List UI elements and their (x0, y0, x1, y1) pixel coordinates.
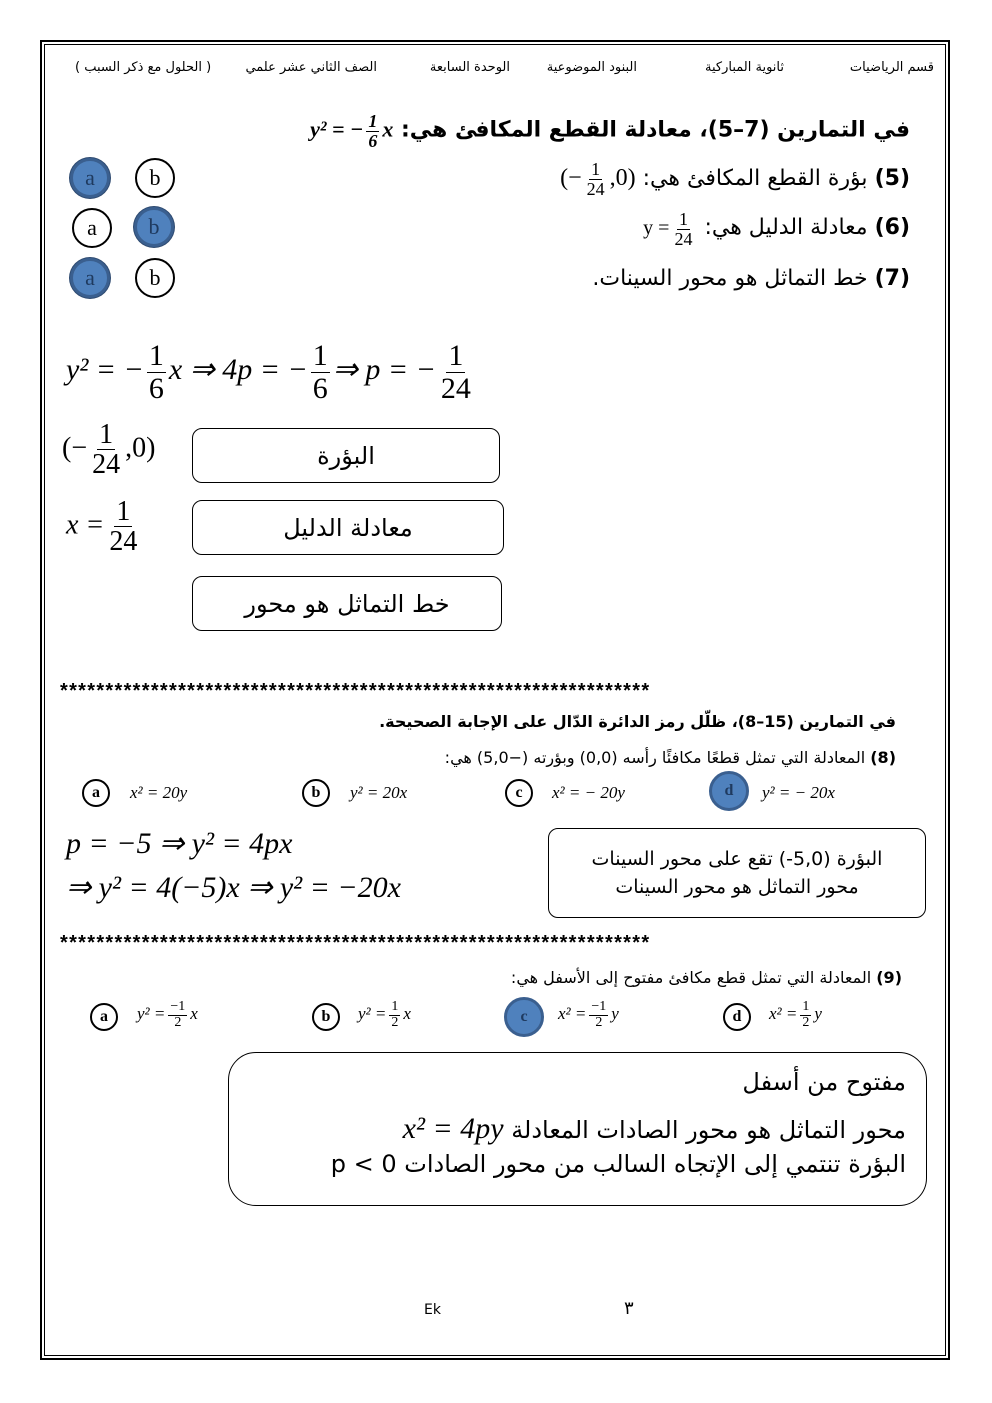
header-section: البنود الموضوعية (546, 60, 637, 75)
header-note: ( الحلول مع ذكر السبب ) (75, 60, 212, 75)
q9-choice-a[interactable]: a (90, 1003, 118, 1031)
solution-8-box-line2: محور التماثل هو محور السينات (615, 876, 859, 898)
q5-focus: (− $\frac{1}{24}$ ,0) (560, 159, 636, 199)
header-grade: الصف الثاني عشر علمي (245, 60, 377, 75)
q9-option-c-expr: x² = $\frac{-1}{2}$ y (558, 999, 619, 1030)
q8-choice-c[interactable]: c (505, 779, 533, 807)
solution-9-line1: مفتوح من أسفل (742, 1068, 906, 1096)
solution-9-line2: محور التماثل هو محور الصادات المعادلة x² = 4py (402, 1112, 906, 1145)
question-8: (8) المعادلة التي تمثل قطعًا مكافئًا رأسه (0,0) وبؤرته (−5,0) هي: (444, 748, 896, 767)
q5-choice-b[interactable]: b (135, 158, 175, 198)
q7-choice-b[interactable]: b (135, 258, 175, 298)
q8-choice-a[interactable]: a (82, 779, 110, 807)
header-school: ثانوية المباركية (705, 60, 784, 75)
page-number: ٣ (624, 1298, 634, 1319)
q8-option-c-expr: x² = − 20y (552, 783, 625, 802)
q8-option-a-expr: x² = 20y (130, 783, 188, 802)
solution-8-box (548, 828, 926, 918)
separator-stars: ***************************************************************** (60, 680, 651, 702)
ex5-7-equation: y² = − $\frac{1}{6}$ x (310, 111, 394, 151)
solution-8-line1: p = −5 ⇒ y² = 4px (66, 827, 293, 860)
solution-directrix: x = $\frac{1}{24}$ (66, 496, 138, 558)
footer-initials: Ek (424, 1302, 441, 1318)
q6-choice-b-selected[interactable]: b (134, 207, 174, 247)
q8-choice-b[interactable]: b (302, 779, 330, 807)
q6-directrix: y = $\frac{1}{24}$ (643, 209, 693, 249)
solution-focus: (− $\frac{1}{24}$ ,0) (62, 419, 156, 481)
question-5: (5) بؤرة القطع المكافئ هي: (− $\frac{1}{24}$ ,0) (560, 159, 910, 199)
solution-9-line3: البؤرة تنتمي إلى الإتجاه السالب من محور الصادات p < 0 (330, 1150, 906, 1178)
header-unit: الوحدة السابعة (429, 60, 510, 75)
q9-choice-b[interactable]: b (312, 1003, 340, 1031)
q6-choice-a[interactable]: a (72, 208, 112, 248)
q5-choice-a-selected[interactable]: a (70, 158, 110, 198)
q9-choice-c-selected[interactable]: c (504, 997, 544, 1037)
q8-choice-d-selected[interactable]: d (709, 771, 749, 811)
q8-option-b-expr: y² = 20x (350, 783, 408, 802)
solution-8-line2: ⇒ y² = 4(−5)x ⇒ y² = −20x (66, 871, 401, 904)
q8-option-d-expr: y² = − 20x (762, 783, 835, 802)
solution-8-box-line1: البؤرة (5,0-) تقع على محور السينات (591, 847, 883, 870)
ex5-7-intro: في التمارين (7–5)، معادلة القطع المكافئ هي: y² = − $\frac{1}{6}$ x (310, 111, 910, 151)
solution-5-7-line1: y² = − $\frac{1}{6}$ x ⇒ 4p = − $\frac{1}{6}$ ⇒ p = − $\frac{1}{24}$ (66, 339, 471, 405)
solution-9-equation: x² = 4py (402, 1112, 504, 1145)
box-focus: البؤرة (192, 428, 500, 483)
q9-option-d-expr: x² = $\frac{1}{2}$ y (769, 999, 822, 1030)
q9-option-a-expr: y² = $\frac{-1}{2}$ x (137, 999, 198, 1030)
ex8-15-intro: في التمارين (15–8)، ظلّل رمز الدائرة الدّال على الإجابة الصحيحة. (379, 712, 896, 731)
box-symmetry-axis: خط التماثل هو محور (192, 576, 502, 631)
separator-stars-2: ***************************************************************** (60, 932, 651, 954)
question-9: (9) المعادلة التي تمثل قطع مكافئ مفتوح إلى الأسفل هي: (510, 968, 902, 987)
question-6: (6) معادلة الدليل هي: y = $\frac{1}{24}$ (643, 209, 910, 249)
q9-option-b-expr: y² = $\frac{1}{2}$ x (358, 999, 411, 1030)
question-7: (7) خط التماثل هو محور السينات. (592, 266, 910, 291)
box-directrix: معادلة الدليل (192, 500, 504, 555)
q7-choice-a-selected[interactable]: a (70, 258, 110, 298)
header-department: قسم الرياضيات (849, 60, 934, 75)
q9-choice-d[interactable]: d (723, 1003, 751, 1031)
